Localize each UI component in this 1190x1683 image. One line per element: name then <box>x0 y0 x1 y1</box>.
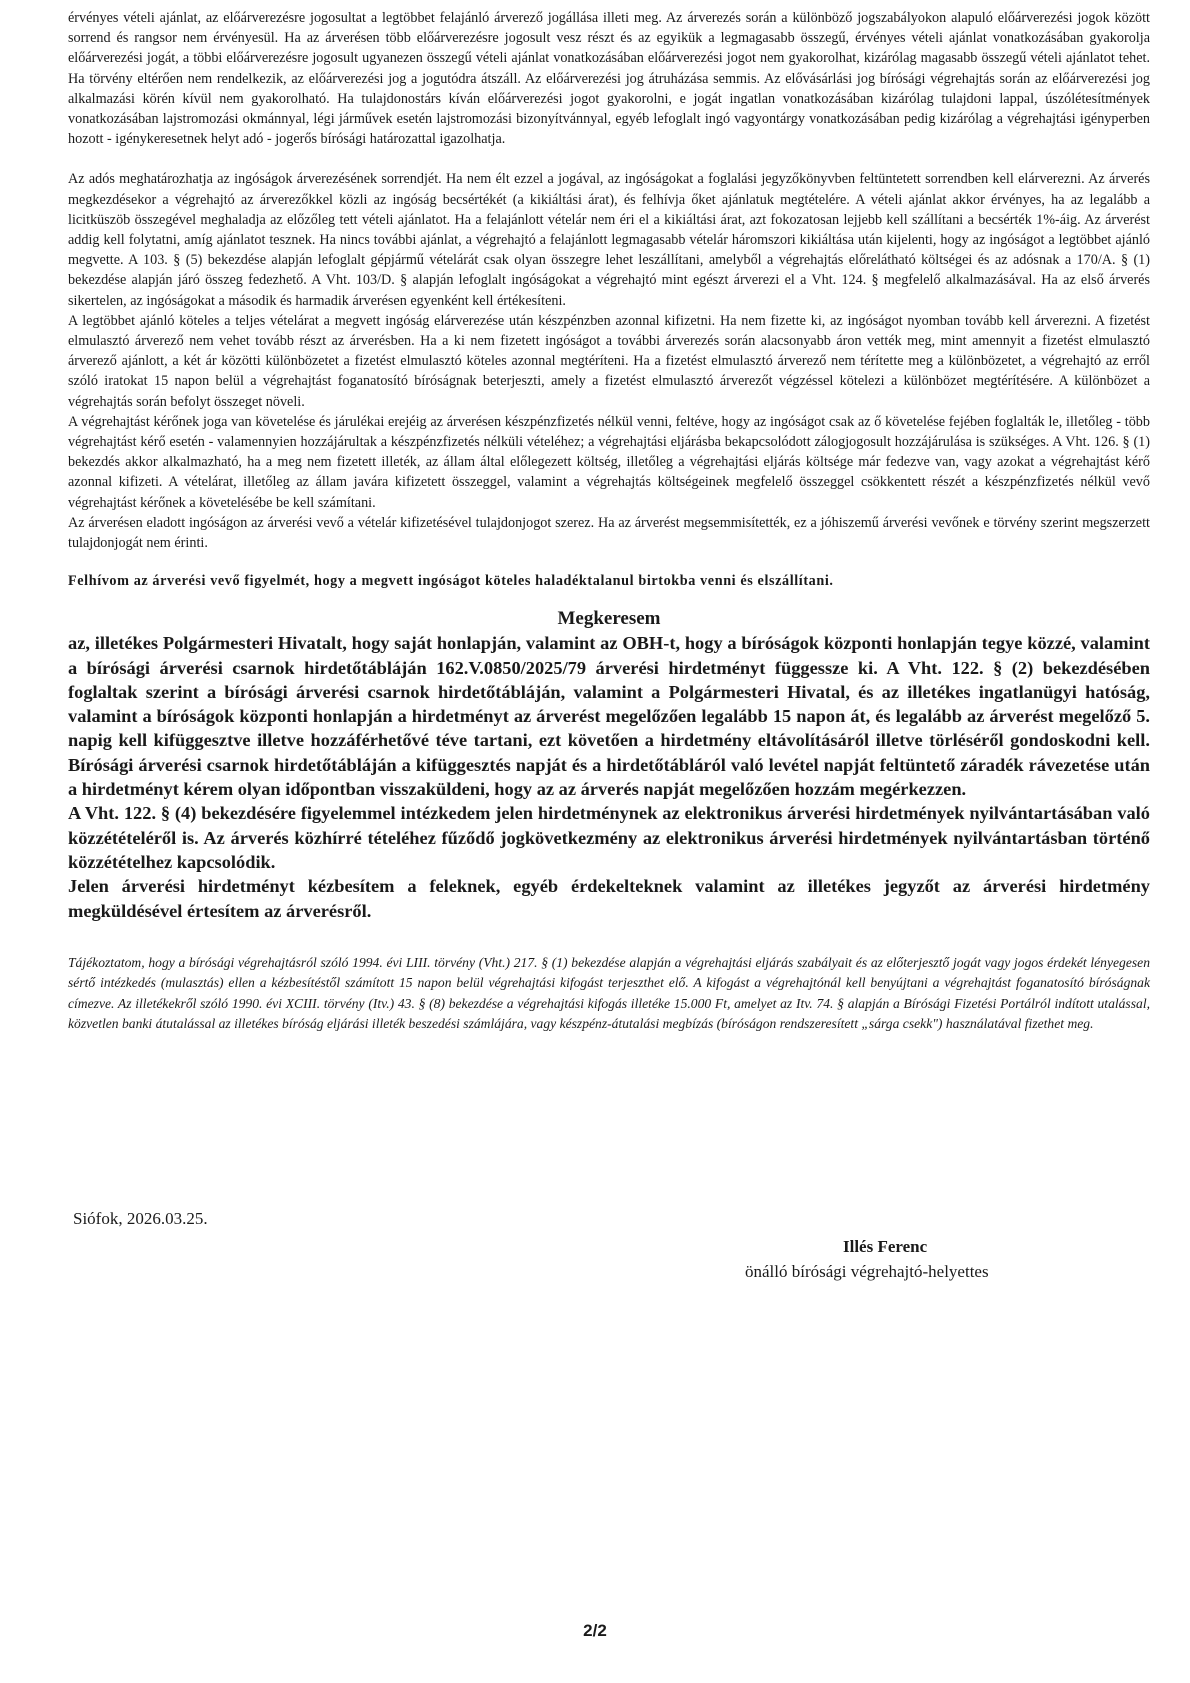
paragraph-creditor-purchase: A végrehajtást kérőnek joga van követelése és járulékai erejéig az árverésen készpénzfizetés nélkül venni, feltéve, hogy az ingóságot csak az ő követelése fejében foglalták le, illetőleg - több végrehajtást kérő esetén - valamennyien hozzájárultak a készpénzfizetés nélküli vételéhez; a végrehajtási eljárásba bekapcsolódott zálogjogosult hozzájárulása is szükséges. A Vht. 126. § (1) bekezdés akkor alkalmazható, ha a meg nem fizetett illeték, az állam által előlegezett költség, illetőleg a végrehajtási eljárás költsége már fedezve van, vagy azokat a végrehajtást kérő azonnal kifizeti. A vételárat, illetőleg az állam javára kifizetett összeggel, valamint a végrehajtás költségeinek megfelelő összeggel csökkentett részét a készpénzfizetés nélkül vevő végrehajtást kérőnek a követelésébe be kell számítani. <box>68 413 1150 511</box>
legal-remedy-info: Tájékoztatom, hogy a bírósági végrehajtásról szóló 1994. évi LIII. törvény (Vht.) 217. § (1) bekezdése alapján a végrehajtási eljárás szabályait és az előterjesztő jogát vagy jogos érdekét lényegesen sértő intézkedés (mulasztás) ellen a kézbesítéstől számított 15 napon belül végrehajtási kifogást terjeszthet elő. A kifogást a végrehajtónál kell benyújtani a végrehajtást foganatosító bíróságnak címezve. Az illetékekről szóló 1990. évi XCIII. törvény (Itv.) 43. § (8) bekezdése a végrehajtási kifogás illetéke 15.000 Ft, amelyet az Itv. 74. § alapján a Bírósági Fizetési Portálról indított utalással, közvetlen banki átutalással az illetékes bíróság eljárási illeték beszedési számlájára, vagy készpénz-átutalási megbízás (bíróságon rendszeresített „sárga csekk") használatával fizethet meg. <box>68 954 1150 1032</box>
paragraph-auction-order: Az adós meghatározhatja az ingóságok árverezésének sorrendjét. Ha nem élt ezzel a jogával, az ingóságokat a foglalási jegyzőkönyvben feltüntetett sorrendben kell elárverezni. Az árverés megkezdésekor a végrehajtó az árverezőkkel közli az ingóság becsértékét (a kikiáltási árat), és felhívja őket ajánlatuk megtételére. A vételi ajánlat akkor érvényes, ha az legalább a licitküszöb összegével meghaladja az előzőleg tett vételi ajánlatot. Ha a felajánlott vételár nem éri el a kikiáltási árat, azt fokozatosan lejjebb kell szállítani a becsérték 1%-áig. Az árverést addig kell folytatni, amíg ajánlatot tesznek. Ha nincs további ajánlat, a végrehajtó a felajánlott legmagasabb vételár háromszori kikiáltása után kijelenti, hogy az ingóságot a legtöbbet ajánló megvette. A 103. § (5) bekezdése alapján lefoglalt gépjármű vételárát csak olyan összegre lehet leszállítani, amelyből a végrehajtás előrelátható költségei és az adósnak a 170/A. § (1) bekezdése alapján járó összeg fedezhető. A Vht. 103/D. § alapján lefoglalt ingóságokat a végrehajtó mint egészt árverezi el a Vht. 124. § megfelelő alkalmazásával. Ha az első árverés sikertelen, az ingóságokat a második és harmadik árverésen egyenként kell értékesíteni. <box>68 171 1150 309</box>
paragraph-payment: A legtöbbet ajánló köteles a teljes vételárat a megvett ingóság elárverezése után készpénzben azonnal kifizetni. Ha nem fizette ki, az ingóságot nyomban tovább kell árverezni. A fizetést elmulasztó árverező nem vehet tovább részt az árverésben. Ha a ki nem fizetett ingóságot a további árverezés során alacsonyabb áron vették meg, mint amennyit a fizetést elmulasztó árverező ajánlott, a két ár közötti különbözetet a fizetést elmulasztó köteles azonnal megtéríteni. Ha a fizetést elmulasztó árverező nem térítette meg a különbözetet, a végrehajtó az erről szóló iratokat 15 napon belül a végrehajtást foganatosító bíróságnak beterjeszti, amely a fizetést elmulasztó árverezőt végzéssel kötelezi a különbözet megtérítésére. A különbözet a végrehajtás során befolyt összeget növeli. <box>68 312 1150 410</box>
page-number: 2/2 <box>583 1621 607 1640</box>
paragraph-pre-auction-rights: érvényes vételi ajánlat, az előárverezésre jogosultat a legtöbbet felajánló árverező jogállása illeti meg. Az árverezés során a különböző jogszabályokon alapuló előárverezési jogok között sorrend és rangsor nem érvényesül. Ha az árverésen több előárverezésre jogosult vesz részt és az egyikük a legmagasabb összegű, érvényes vételi ajánlat vonatkozásában gyakorolja előárverezési jogát, a többi előárverezésre jogosult ugyanezen összegű vételi ajánlat vonatkozásában előárverezési jogot nem gyakorolhat, kizárólag magasabb összegű vételi ajánlatot tehet. Ha törvény eltérően nem rendelkezik, az előárverezési jog a jogutódra átszáll. Az előárverezési jog átruházása semmis. Az elővásárlási jog bírósági végrehajtás során az előárverezési jog alkalmazási körén kívül nem gyakorolható. Ha tulajdonostárs kíván előárverezési jogot gyakorolni, e jogát ingatlan vonatkozásában kizárólag tulajdoni lappal, úszólétesítmények vonatkozásában lajstromozási okmánnyal, légi járművek esetén lajstromozási bizonyítvánnyal, egyéb lefoglalt ingó vagyontárgy vonatkozásában pedig kizárólag a végrehajtási igényperben hozott - igénykeresetnek helyt adó - jogerős bírósági határozattal igazolhatja. <box>68 10 1150 148</box>
request-paragraph-3: Jelen árverési hirdetményt kézbesítem a feleknek, egyéb érdekelteknek valamint az illetékes jegyzőt az árverési hirdetmény megküldésével értesítem az árverésről. <box>68 876 1150 921</box>
signer-name-text: Illés Ferenc <box>843 1237 928 1256</box>
request-title: Megkeresem <box>557 608 661 630</box>
paragraph-ownership: Az árverésen eladott ingóságon az árverési vevő a vételár kifizetésével tulajdonjogot szerez. Ha az árverést megsemmisítették, ez a jóhiszemű árverési vevőnek e törvény szerint megszerzett tulajdonjogát nem érinti. <box>68 514 1150 552</box>
request-paragraph-2: A Vht. 122. § (4) bekezdésére figyelemmel intézkedem jelen hirdetménynek az elektronikus árverési hirdetmények nyilvántartásában való közzétételéről is. Az árverés közhírré tételéhez fűződő jogkövetkezmény az elektronikus árverési hirdetmények nyilvántartásban történő közzétételhez kapcsolódik. <box>68 803 1150 872</box>
signer-title: önálló bírósági végrehajtó-helyettes <box>745 1262 989 1281</box>
signer-name <box>745 1237 1075 1257</box>
request-paragraph-1: az, illetékes Polgármesteri Hivatalt, hogy saját honlapján, valamint az OBH-t, hogy a bíróságok központi honlapján tegye közzé, valamint a bírósági árverési csarnok hirdetőtábláján 162.V.0850/2025/79 árverési hirdetményt függessze ki. A Vht. 122. § (2) bekezdésében foglaltak szerint a bírósági árverési csarnok hirdetőtábláján, valamint a Polgármesteri Hivatal, és az illetékes ingatlanügyi hatóság, valamint a bíróságok központi honlapján a hirdetményt az árverést megelőzően legalább 15 napon át, és legalább az árverést megelőző 5. napig kell kifüggesztve illetve hozzáférhetővé téve tartani, ezt követően a hirdetmény eltávolításáról illetve törléséről gondoskodni kell. Bírósági árverési csarnok hirdetőtábláján a kifüggesztés napját és a hirdetőtábláról való levétel napját feltüntető záradék rávezetése után a hirdetményt kérem olyan időpontban visszaküldeni, hogy az az árverés napját megelőzően hozzám megérkezzen. <box>68 633 1150 800</box>
buyer-notice: Felhívom az árverési vevő figyelmét, hogy a megvett ingóságot köteles haladéktalanul birtokba venni és elszállítani. <box>68 573 834 590</box>
document-page <box>68 8 1150 1035</box>
place-and-date: Siófok, 2026.03.25. <box>73 1209 208 1228</box>
